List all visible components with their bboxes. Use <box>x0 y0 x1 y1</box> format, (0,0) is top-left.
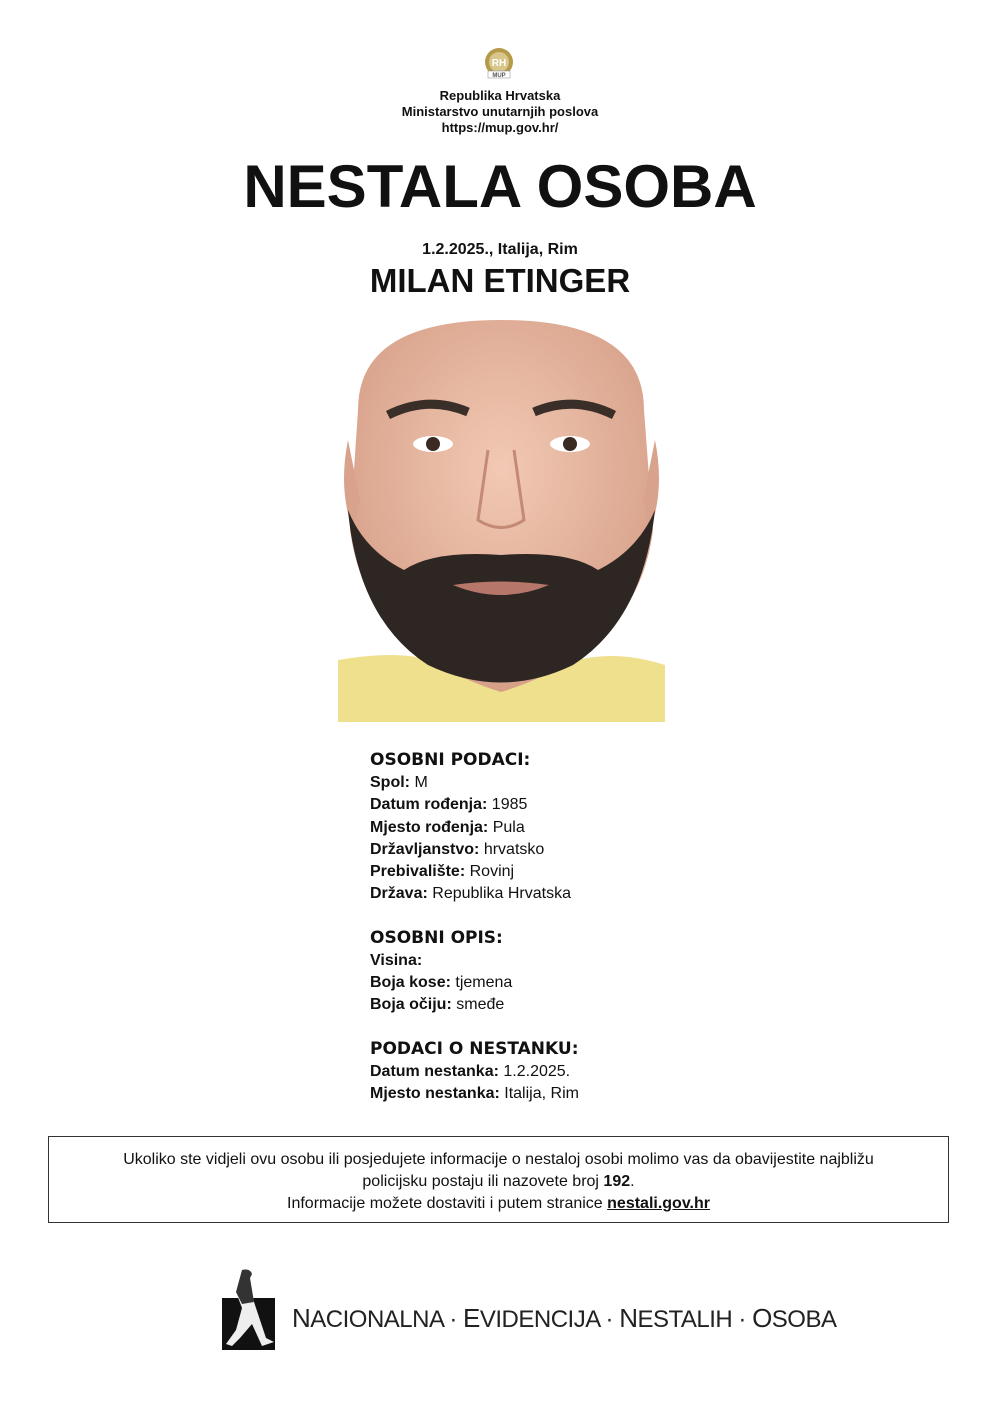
contact-notice-box <box>48 1136 949 1223</box>
detail-row: Visina: <box>370 951 423 969</box>
section-heading: PODACI O NESTANKU: <box>370 1038 579 1059</box>
person-photo <box>338 320 665 722</box>
svg-text:RH: RH <box>491 58 507 69</box>
header-url[interactable]: https://mup.gov.hr/ <box>441 120 559 135</box>
nestali-link[interactable]: nestali.gov.hr <box>607 1195 710 1212</box>
disappearance-section <box>370 1037 579 1106</box>
detail-row: Datum rođenja: 1985 <box>370 796 528 814</box>
section-heading: OSOBNI OPIS: <box>370 927 503 948</box>
section-heading: OSOBNI PODACI: <box>370 750 531 770</box>
svg-text:MUP: MUP <box>492 73 506 79</box>
disappearance-summary: 1.2.2025., Italija, Rim <box>422 241 578 258</box>
person-name: MILAN ETINGER <box>369 262 631 299</box>
mup-seal-logo <box>479 47 519 81</box>
header-ministry: Ministarstvo unutarnjih poslova <box>401 104 599 119</box>
person-details <box>370 748 579 1105</box>
detail-row: Boja očiju: smeđe <box>370 996 505 1014</box>
detail-row: Boja kose: tjemena <box>370 974 513 992</box>
notice-line: policijsku postaju ili nazovete broj 192. <box>362 1173 635 1190</box>
page-title: NESTALA OSOBA <box>243 153 757 220</box>
notice-line: Ukoliko ste vidjeli ovu osobu ili posjedujete informacije o nestaloj osobi molimo vas da obavijestite najbližu <box>123 1151 874 1168</box>
personal-data-section <box>370 748 579 906</box>
detail-row: Mjesto rođenja: Pula <box>370 818 525 836</box>
detail-row: Prebivalište: Rovinj <box>370 863 515 881</box>
national-missing-persons-registry-label: NACIONALNA · EVIDENCIJA · NESTALIH · OSOBA <box>292 1303 837 1333</box>
detail-row: Spol: M <box>370 774 428 791</box>
detail-row: Mjesto nestanka: Italija, Rim <box>370 1084 579 1102</box>
notice-line: Informacije možete dostaviti i putem stranice nestali.gov.hr <box>287 1195 710 1212</box>
police-phone-number: 192 <box>603 1173 631 1190</box>
detail-row: Državljanstvo: hrvatsko <box>370 840 545 858</box>
header-country: Republika Hrvatska <box>439 88 561 103</box>
detail-row: Država: Republika Hrvatska <box>370 885 571 903</box>
walking-person-logo-icon <box>222 1268 276 1350</box>
detail-row: Datum nestanka: 1.2.2025. <box>370 1062 571 1080</box>
personal-description-section <box>370 926 579 1017</box>
